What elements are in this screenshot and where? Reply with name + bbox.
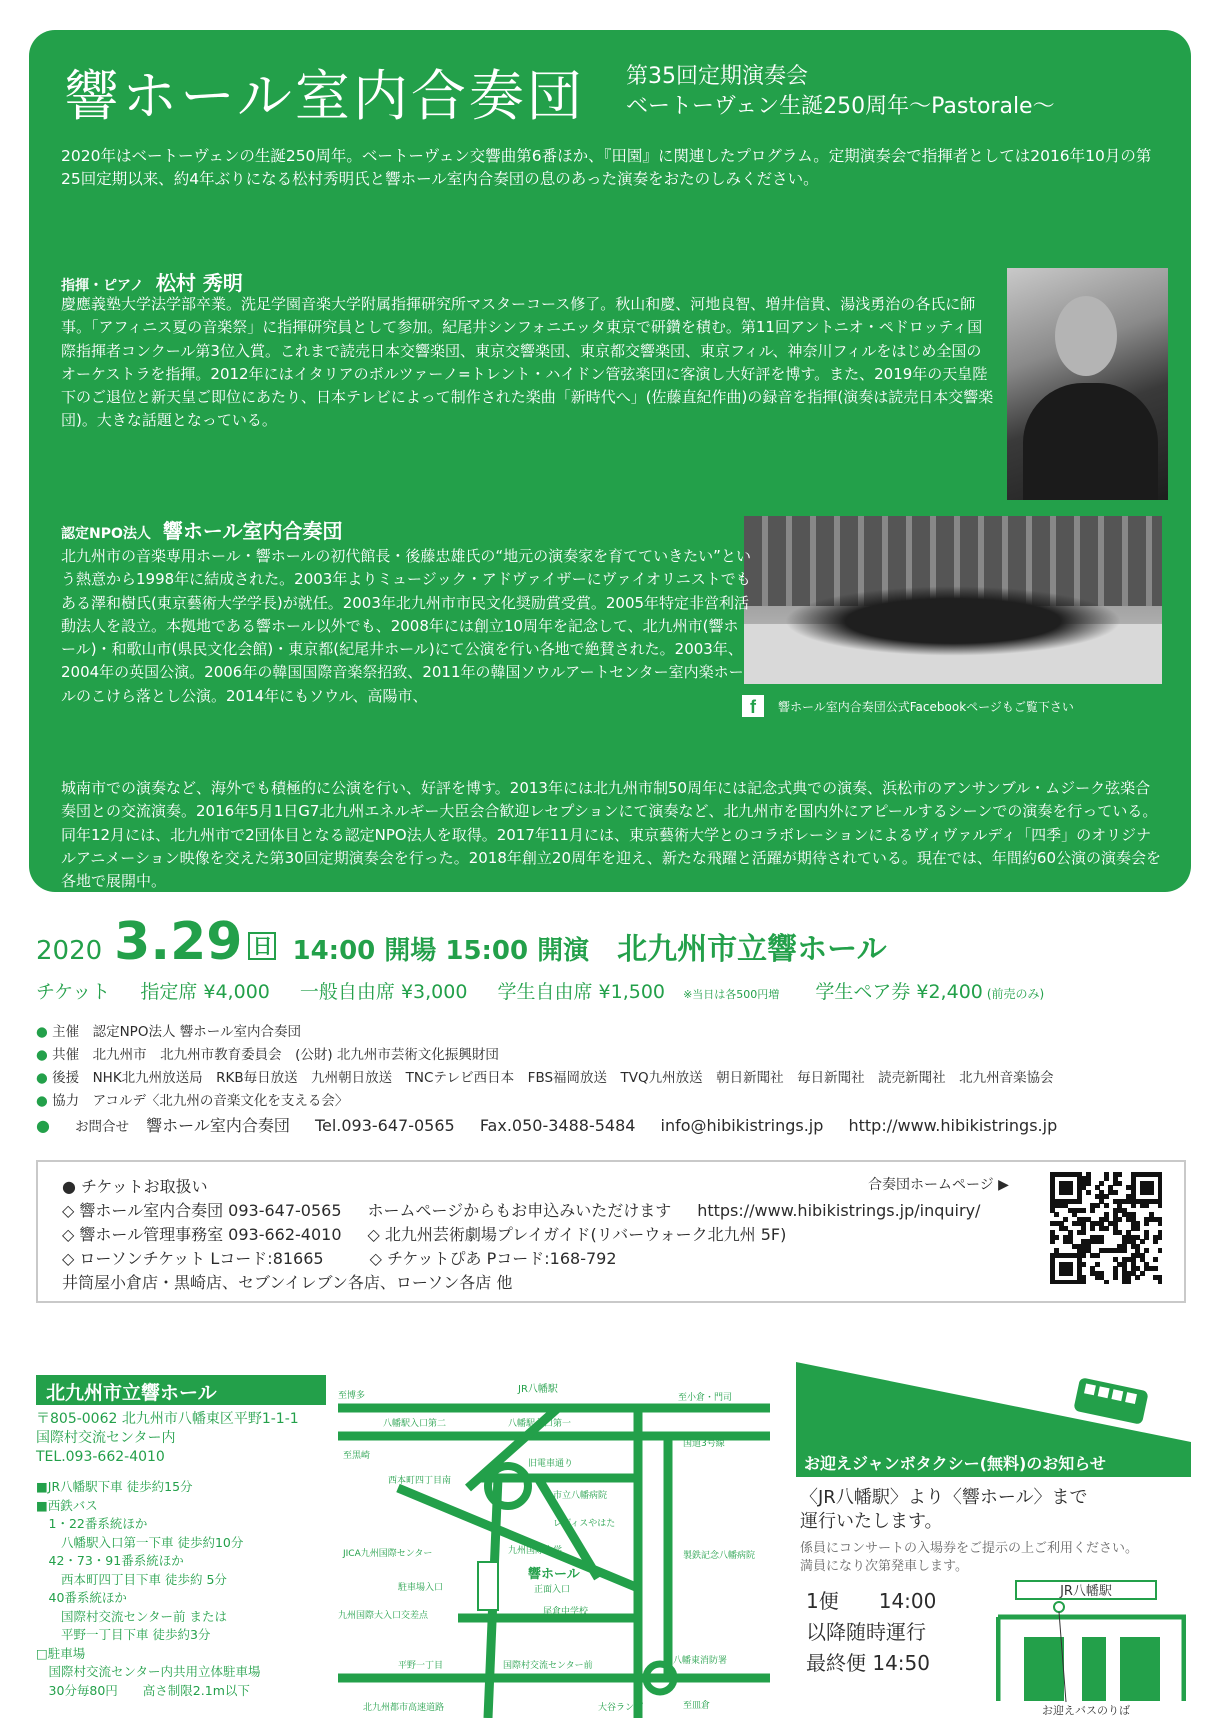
svg-text:JICA九州国際センター: JICA九州国際センター xyxy=(343,1549,433,1559)
access-line: □駐車場 xyxy=(36,1645,86,1661)
ticket-prices xyxy=(36,977,1068,1004)
svg-text:JR八幡駅: JR八幡駅 xyxy=(518,1384,558,1395)
svg-text:九州国際大入口交差点: 九州国際大入口交差点 xyxy=(338,1611,429,1621)
concert-theme: ベートーヴェン生誕250周年〜Pastorale〜 xyxy=(626,94,1055,119)
access-line: 40番系統ほか xyxy=(36,1590,127,1605)
qr-code[interactable] xyxy=(1050,1172,1162,1284)
access-line: 国際村交流センター前 または xyxy=(36,1608,227,1624)
svg-text:北九州都市高速道路: 北九州都市高速道路 xyxy=(363,1703,445,1713)
ticket-pair-note: (前売のみ) xyxy=(986,987,1045,1001)
ensemble-name: 響ホール室内合奏団 xyxy=(162,519,343,543)
svg-text:レディスやはた: レディスやはた xyxy=(553,1519,616,1529)
svg-text:旧電車通り: 旧電車通り xyxy=(528,1459,574,1469)
svg-text:尾倉中学校: 尾倉中学校 xyxy=(543,1607,589,1617)
concert-number: 第35回定期演奏会 xyxy=(626,64,808,89)
access-line: 国際村交流センター内共用立体駐車場 xyxy=(36,1664,261,1679)
main-panel xyxy=(29,30,1191,892)
contact-tel[interactable]: Tel.093-647-0565 xyxy=(314,1116,455,1135)
taxi-title: お迎えジャンボタクシー(無料)のお知らせ xyxy=(796,1447,1191,1477)
contact-url[interactable]: http://www.hibikistrings.jp xyxy=(848,1116,1058,1135)
access-line: 西本町四丁目下車 徒歩約 5分 xyxy=(36,1571,227,1587)
event-date-line xyxy=(36,912,887,972)
contact-fax: Fax.050-3488-5484 xyxy=(479,1116,636,1135)
venue-name: 北九州市立響ホール xyxy=(36,1375,326,1405)
taxi-last: 最終便 14:50 xyxy=(806,1651,930,1675)
ticket-outlets-box xyxy=(36,1160,1186,1303)
bus-icon xyxy=(1073,1377,1149,1425)
access-line: 八幡駅入口第一下車 徒歩約10分 xyxy=(36,1534,244,1550)
ensemble-title: 響ホール室内合奏団 xyxy=(64,64,585,128)
facebook-text: 響ホール室内合奏団公式Facebookページもご覧下さい xyxy=(778,699,1074,714)
svg-text:至皿倉: 至皿倉 xyxy=(683,1701,711,1711)
access-line: 30分毎80円 高さ制限2.1m以下 xyxy=(36,1682,250,1698)
svg-text:至黒崎: 至黒崎 xyxy=(343,1451,371,1461)
concert-subtitle xyxy=(626,62,1055,122)
svg-text:駐車場入口: 駐車場入口 xyxy=(398,1583,444,1593)
access-line: 平野一丁目下車 徒歩約3分 xyxy=(36,1627,211,1642)
svg-text:西本町四丁目南: 西本町四丁目南 xyxy=(388,1476,452,1486)
svg-text:国際村交流センター前: 国際村交流センター前 xyxy=(503,1661,593,1671)
svg-text:至博多: 至博多 xyxy=(338,1391,366,1401)
svg-text:市立八幡病院: 市立八幡病院 xyxy=(553,1491,608,1501)
ensemble-bio-part2: 城南市での演奏など、海外でも積極的に公演を行い、好評を博す。2013年には北九州市制50周年には記念式典での演奏、浜松市のアンサンブル・ムジーク弦楽合奏団との交流演奏。2016年5月1日G7北九州エネルギー大臣会合歓迎レセプションにて演奏など、北九州市を国内外にアピールするシーンでの演奏を行っている。同年12月には、北九州市で2団体目となる認定NPO法人を取得。2017年11月には、東京藝術大学とのコラボレーションによるヴィヴァルディ「四季」のオリジナルアニメーション映像を交えた第30回定期演奏会を行った。2018年創立20周年を迎え、新たな飛躍と活躍が期待されている。現在では、年間約60公演の演奏会を各地で展開中。 xyxy=(61,779,1161,891)
conductor-role: 指揮・ピアノ xyxy=(61,278,144,294)
svg-text:響ホール: 響ホール xyxy=(528,1567,580,1582)
access-line: ■JR八幡駅下車 徒歩約15分 xyxy=(36,1479,193,1494)
contact-label: お問合せ xyxy=(75,1119,130,1135)
event-weekday: 日 xyxy=(248,932,276,960)
access-line: 1・22番系統ほか xyxy=(36,1516,148,1531)
access-info xyxy=(36,1478,261,1700)
ensemble-heading xyxy=(61,515,343,544)
svg-text:JR八幡駅: JR八幡駅 xyxy=(1060,1584,1112,1599)
intro-text: 2020年はベートーヴェンの生誕250周年。ベートーヴェン交響曲第6番ほか、『田園』に関連したプログラム。定期演奏会で指揮者としては2016年10月の第25回定期以来、約4年ぶりになる松村秀明氏と響ホール室内合奏団の息のあった演奏をおたのしみください。 xyxy=(61,147,1152,188)
outlet-line-2: ◇ 響ホール管理事務室 093-662-4010 ◇ 北九州芸術劇場プレイガイド(リバーウォーク北九州 5F) xyxy=(62,1225,787,1244)
svg-text:製鉄記念八幡病院: 製鉄記念八幡病院 xyxy=(683,1551,756,1561)
svg-text:お迎えバスのりば: お迎えバスのりば xyxy=(1042,1704,1130,1717)
event-time: 14:00 開場 15:00 開演 xyxy=(292,936,590,966)
taxi-first: 1便 14:00 xyxy=(806,1589,937,1613)
ticket-note: ※当日は各500円増 xyxy=(683,988,780,1001)
credit-support: ● 後援 NHK北九州放送局 RKB毎日放送 九州朝日放送 TNCテレビ西日本 FBS福岡放送 TVQ九州放送 朝日新聞社 毎日新聞社 読売新聞社 北九州音楽協会 xyxy=(36,1070,1054,1086)
homepage-label[interactable]: 合奏団ホームページ ▶ xyxy=(868,1177,1009,1193)
ensemble-photo xyxy=(744,516,1162,684)
svg-text:九州国際大学: 九州国際大学 xyxy=(508,1546,563,1556)
facebook-note[interactable] xyxy=(742,695,1074,717)
taxi-schedule xyxy=(806,1586,936,1679)
access-line: 42・73・91番系統ほか xyxy=(36,1553,184,1568)
event-year: 2020 xyxy=(36,936,103,966)
outlets-title: ● チケットお取扱い xyxy=(62,1177,208,1196)
svg-text:大谷ランプ: 大谷ランプ xyxy=(598,1703,644,1713)
svg-text:至小倉・門司: 至小倉・門司 xyxy=(678,1393,733,1403)
svg-text:八幡駅入口第二: 八幡駅入口第二 xyxy=(383,1419,447,1429)
ticket-pair: 学生ペア券 ¥2,400 xyxy=(815,981,983,1003)
contact-email[interactable]: info@hibikistrings.jp xyxy=(660,1116,824,1135)
taxi-middle: 以降随時運行 xyxy=(806,1620,926,1644)
ticket-label: チケット xyxy=(36,981,111,1003)
svg-text:平野一丁目: 平野一丁目 xyxy=(398,1661,444,1671)
ticket-student: 学生自由席 ¥1,500 xyxy=(497,981,666,1003)
ticket-general: 一般自由席 ¥3,000 xyxy=(299,981,468,1003)
access-line: ■西鉄バス xyxy=(36,1497,98,1513)
ensemble-bio-part1: 北九州市の音楽専用ホール・響ホールの初代館長・後藤忠雄氏の“地元の演奏家を育てていきたい”という熱意から1998年に結成された。2003年よりミュージック・アドヴァイザーにヴァイオリニストでもある澤和樹氏(東京藝術大学学長)が就任。2003年北九州市市民文化奨励賞受賞。2005年特定非営利活動法人を設立。本拠地である響ホール以外でも、2008年には創立10周年を記念して、北九州市(響ホール)・和歌山市(県民文化会館)・東京都(紀尾井ホール)にて公演を行い各地で絶賛された。2003年、2004年の英国公演。2006年の韓国国際音楽祭招致、2011年の韓国ソウルアートセンター室内楽ホールのこけら落とし公演。2014年にもソウル、高陽市、 xyxy=(61,547,751,705)
credit-cosponsor: ● 共催 北九州市 北九州市教育委員会 (公財) 北九州市芸術文化振興財団 xyxy=(36,1047,499,1063)
svg-text:八幡東消防署: 八幡東消防署 xyxy=(673,1656,728,1666)
ensemble-org-type: 認定NPO法人 xyxy=(61,526,151,542)
conductor-bio: 慶應義塾大学法学部卒業。洗足学園音楽大学附属指揮研究所マスターコース修了。秋山和慶、河地良智、増井信貴、湯浅勇治の各氏に師事。「アフィニス夏の音楽祭」に指揮研究員として参加。紀尾井シンフォニエッタ東京で研鑽を積む。第11回アントニオ・ペドロッティ国際指揮者コンクール第3位入賞。これまで読売日本交響楽団、東京交響楽団、東京都交響楽団、東京フィル、神奈川フィルをはじめ全国のオーケストラを指揮。2012年にはイタリアのボルツァーノ=トレント・ハイドン管弦楽団に客演し大好評を博す。また、2019年の天皇陛下のご退位と新天皇ご即位にあたり、日本テレビによって制作された楽曲「新時代へ」(佐藤直紀作曲)の録音を指揮(演奏は読売日本交響楽団)。大きな話題となっている。 xyxy=(61,295,994,430)
credit-cooperation: ● 協力 アコルデ〈北九州の音楽文化を支える会〉 xyxy=(36,1093,349,1109)
ticket-reserved: 指定席 ¥4,000 xyxy=(140,981,270,1003)
event-date: 3.29 xyxy=(114,912,243,972)
facebook-icon[interactable]: f xyxy=(742,695,764,717)
station-diagram xyxy=(996,1577,1186,1717)
venue-address: 〒805-0062 北九州市八幡東区平野1-1-1 国際村交流センター内 TEL.093-662-4010 xyxy=(36,1411,299,1465)
outlet-line-4: 井筒屋小倉店・黒崎店、セブンイレブン各店、ローソン各店 他 xyxy=(62,1273,513,1292)
venue-map xyxy=(338,1378,770,1718)
event-venue: 北九州市立響ホール xyxy=(617,932,887,967)
svg-text:国道3号線: 国道3号線 xyxy=(683,1439,725,1449)
outlet-line-1: ◇ 響ホール室内合奏団 093-647-0565 ホームページからもお申込みいただけます https://www.hibikistrings.jp/inquiry/ xyxy=(62,1201,981,1220)
conductor-photo xyxy=(1007,268,1168,500)
conductor-heading xyxy=(61,267,243,296)
conductor-name: 松村 秀明 xyxy=(155,271,243,295)
svg-text:八幡駅入口第一: 八幡駅入口第一 xyxy=(508,1419,572,1429)
credit-organizer: ● 主催 認定NPO法人 響ホール室内合奏団 xyxy=(36,1024,301,1040)
inquiry-url[interactable]: https://www.hibikistrings.jp/inquiry/ xyxy=(697,1201,981,1220)
taxi-note: 係員にコンサートの入場券をご提示の上ご利用ください。 満員になり次第発車します。 xyxy=(800,1541,1139,1574)
contact-org: 響ホール室内合奏団 xyxy=(146,1116,290,1135)
contact-line: ● お問合せ 響ホール室内合奏団 Tel.093-647-0565 Fax.050-3488-5484 info@hibikistrings.jp http://www.hibikistrings.jp xyxy=(36,1116,1058,1135)
svg-text:正面入口: 正面入口 xyxy=(534,1585,571,1595)
taxi-route: 〈JR八幡駅〉より〈響ホール〉まで 運行いたします。 xyxy=(800,1487,1088,1532)
outlet-line-3: ◇ ローソンチケット Lコード:81665 ◇ チケットぴあ Pコード:168-792 xyxy=(62,1249,617,1268)
